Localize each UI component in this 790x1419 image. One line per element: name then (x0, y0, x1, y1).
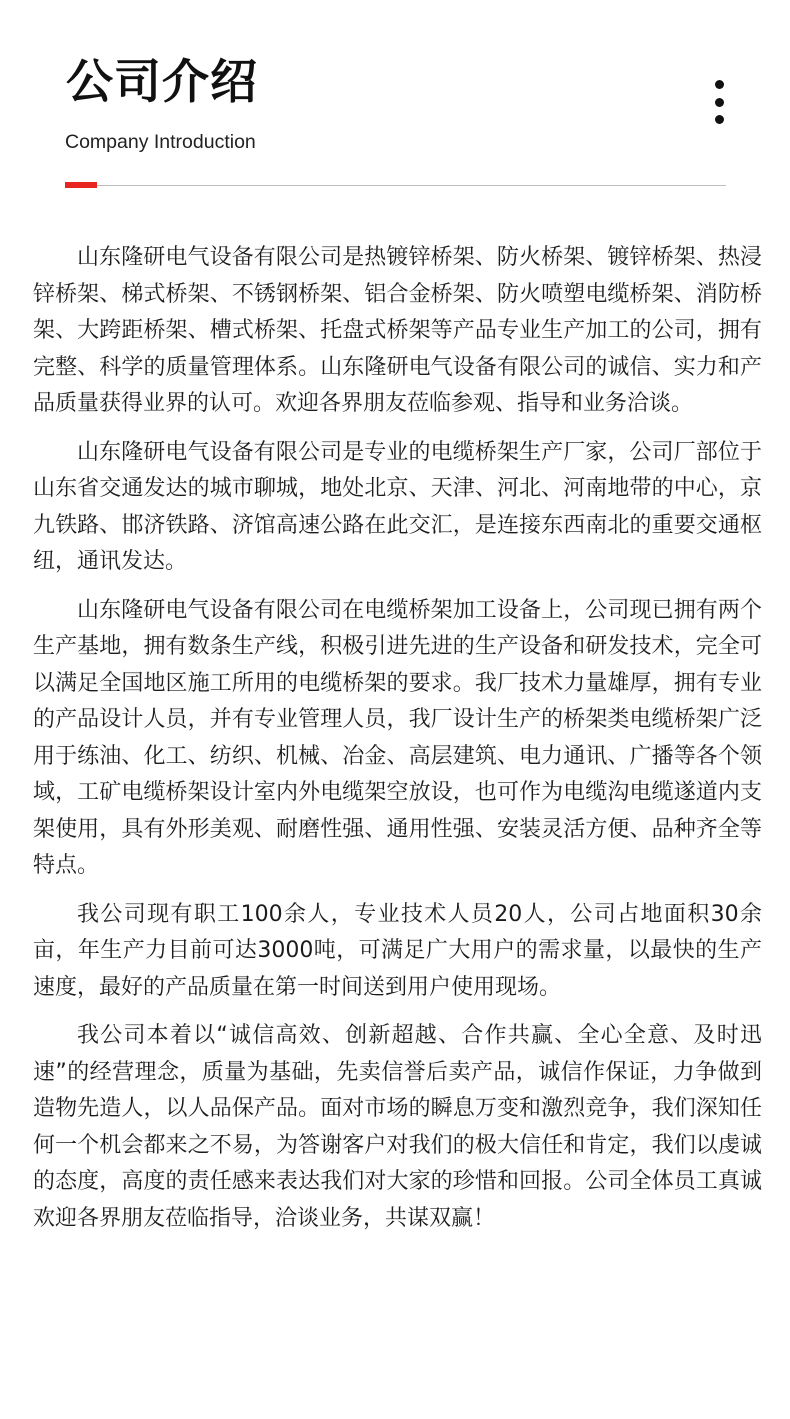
intro-paragraph: 我公司本着以“诚信高效、创新超越、合作共赢、全心全意、及时迅速”的经营理念，质量为基础，先卖信誉后卖产品，诚信作保证，力争做到造物先造人，以人品保产品。面对市场的瞬息万变和激烈竞争，我们深知任何一个机会都来之不易，为答谢客户对我们的极大信任和肯定，我们以虔诚的态度，高度的责任感来表达我们对大家的珍惜和回报。公司全体员工真诚欢迎各界朋友莅临指导，洽谈业务，共谋双赢！ (33, 1023, 762, 1231)
intro-paragraph: 我公司现有职工100余人，专业技术人员20人，公司占地面积30余亩，年生产力目前可达3000吨，可满足广大用户的需求量，以最快的生产速度，最好的产品质量在第一时间送到用户使用现场。 (33, 901, 762, 1000)
intro-paragraph: 山东隆研电气设备有限公司是热镀锌桥架、防火桥架、镀锌桥架、热浸锌桥架、梯式桥架、不锈钢桥架、铝合金桥架、防火喷塑电缆桥架、消防桥架、大跨距桥架、槽式桥架、托盘式桥架等产品专业生产加工的公司，拥有完整、科学的质量管理体系。山东隆研电气设备有限公司的诚信、实力和产品质量获得业界的认可。欢迎各界朋友莅临参观、指导和业务洽谈。 (33, 245, 762, 416)
intro-paragraph: 山东隆研电气设备有限公司在电缆桥架加工设备上，公司现已拥有两个生产基地，拥有数条生产线，积极引进先进的生产设备和研发技术，完全可以满足全国地区施工所用的电缆桥架的要求。我厂技术力量雄厚，拥有专业的产品设计人员，并有专业管理人员，我厂设计生产的桥架类电缆桥架广泛用于练油、化工、纺织、机械、冶金、高层建筑、电力通讯、广播等各个领域，工矿电缆桥架设计室内外电缆架空放设，也可作为电缆沟电缆遂道内支架使用，具有外形美观、耐磨性强、通用性强、安装灵活方便、品种齐全等特点。 (33, 597, 762, 878)
menu-dot (715, 115, 724, 124)
menu-dot (715, 98, 724, 107)
intro-paragraph: 山东隆研电气设备有限公司是专业的电缆桥架生产厂家，公司厂部位于山东省交通发达的城市聊城，地处北京、天津、河北、河南地带的中心，京九铁路、邯济铁路、济馆高速公路在此交汇，是连接东西南北的重要交通枢纽，通讯发达。 (33, 439, 762, 574)
page-title: 公司介绍 (66, 55, 258, 110)
title-divider (65, 185, 726, 186)
title-divider-accent (65, 182, 97, 188)
menu-dot (715, 80, 724, 89)
more-vertical-icon[interactable] (708, 80, 730, 124)
page-subtitle: Company Introduction (65, 131, 256, 153)
page-header (0, 0, 790, 200)
intro-content (33, 240, 762, 1249)
